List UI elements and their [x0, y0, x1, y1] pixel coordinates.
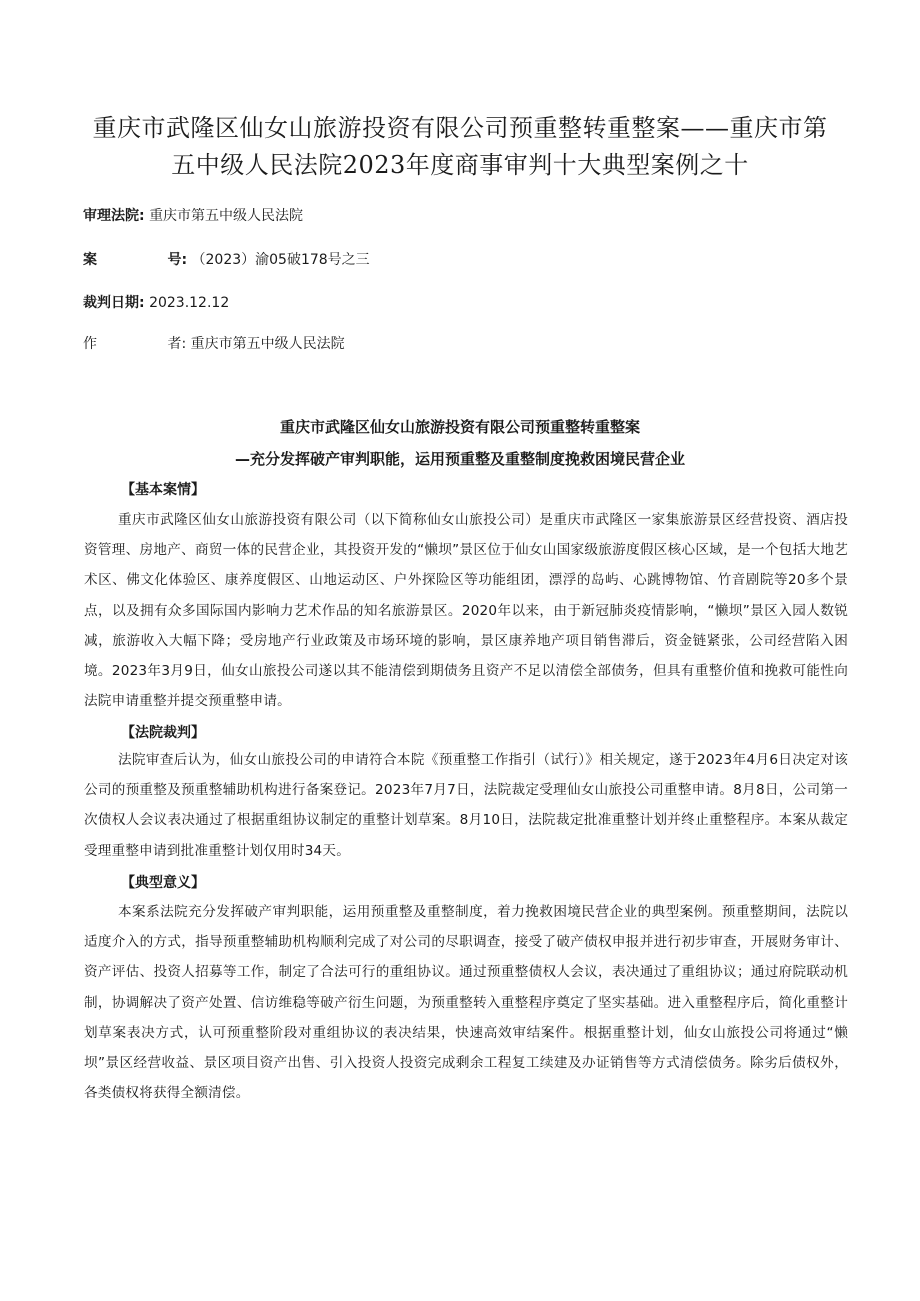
court-label: 审理法院:: [83, 208, 145, 224]
paragraph-significance: 本案系法院充分发挥破产审判职能，运用预重整及重整制度，着力挽救困境民营企业的典型案例。预重整期间，法院以适度介入的方式，指导预重整辅助机构顺利完成了对公司的尽职调查，接受了破产债权申报并进行初步审查，开展财务审计、资产评估、投资人招募等工作，制定了合法可行的重组协议。通过预重整债权人会议，表决通过了重组协议；通过府院联动机制，协调解决了资产处置、信访维稳等破产衍生问题，为预重整转入重整程序奠定了坚实基础。进入重整程序后，简化重整计划草案表决方式，认可预重整阶段对重组协议的表决结果，快速高效审结案件。根据重整计划，仙女山旅投公司将通过“懒坝”景区经营收益、景区项目资产出售、引入投资人投资完成剩余工程复工续建及办证销售等方式清偿债务。除劣后债权外，各类债权将获得全额清偿。: [84, 904, 848, 1102]
meta-author-row: [83, 334, 843, 354]
paragraph-court-ruling: 法院审查后认为，仙女山旅投公司的申请符合本院《预重整工作指引（试行）》相关规定，遂于2023年4月6日决定对该公司的预重整及预重整辅助机构进行备案登记。2023年7月7日，法院裁定受理仙女山旅投公司重整申请。8月8日，公司第一次债权人会议表决通过了根据重组协议制定的重整计划草案。8月10日，法院裁定批准重整计划并终止重整程序。本案从裁定受理重整申请到批准重整计划仅用时34天。: [84, 752, 848, 859]
section-heading-court-ruling: 【法院裁判】: [121, 725, 205, 741]
date-value: 2023.12.12: [149, 295, 230, 311]
case-label-char: 案: [83, 252, 97, 268]
author-label-char: 作: [83, 336, 97, 352]
meta-court-row: [83, 206, 843, 226]
article-subtitle: —充分发挥破产审判职能，运用预重整及重整制度挽救困境民营企业: [234, 450, 685, 468]
meta-case-row: [83, 250, 843, 270]
meta-date-row: [83, 293, 843, 313]
section-heading-basic-facts: 【基本案情】: [121, 482, 205, 498]
document-title: [70, 110, 850, 184]
case-number-value: （2023）渝05破178号之三: [191, 252, 370, 268]
court-value: 重庆市第五中级人民法院: [149, 208, 304, 224]
paragraph-basic-facts: 重庆市武隆区仙女山旅游投资有限公司（以下简称仙女山旅投公司）是重庆市武隆区一家集旅游景区经营投资、酒店投资管理、房地产、商贸一体的民营企业，其投资开发的“懒坝”景区位于仙女山国家级旅游度假区核心区域，是一个包括大地艺术区、佛文化体验区、康养度假区、山地运动区、户外探险区等功能组团，漂浮的岛屿、心跳博物馆、竹音剧院等20多个景点，以及拥有众多国际国内影响力艺术作品的知名旅游景区。2020年以来，由于新冠肺炎疫情影响，“懒坝”景区入园人数锐减，旅游收入大幅下降；受房地产行业政策及市场环境的影响，景区康养地产项目销售滞后，资金链紧张，公司经营陷入困境。2023年3月9日，仙女山旅投公司遂以其不能清偿到期债务且资产不足以清偿全部债务，但具有重整价值和挽救可能性向法院申请重整并提交预重整申请。: [84, 512, 848, 710]
document-title-line1: 重庆市武隆区仙女山旅游投资有限公司预重整转重整案——重庆市第: [92, 114, 828, 142]
author-label-suffix: 者:: [167, 336, 187, 352]
date-label: 裁判日期:: [83, 295, 145, 311]
document-title-line2: 五中级人民法院2023年度商事审判十大典型案例之十: [171, 151, 749, 179]
case-label-suffix: 号:: [167, 252, 188, 268]
section-heading-significance: 【典型意义】: [121, 875, 205, 891]
article-title: 重庆市武隆区仙女山旅游投资有限公司预重整转重整案: [279, 418, 640, 436]
author-value: 重庆市第五中级人民法院: [190, 336, 345, 352]
